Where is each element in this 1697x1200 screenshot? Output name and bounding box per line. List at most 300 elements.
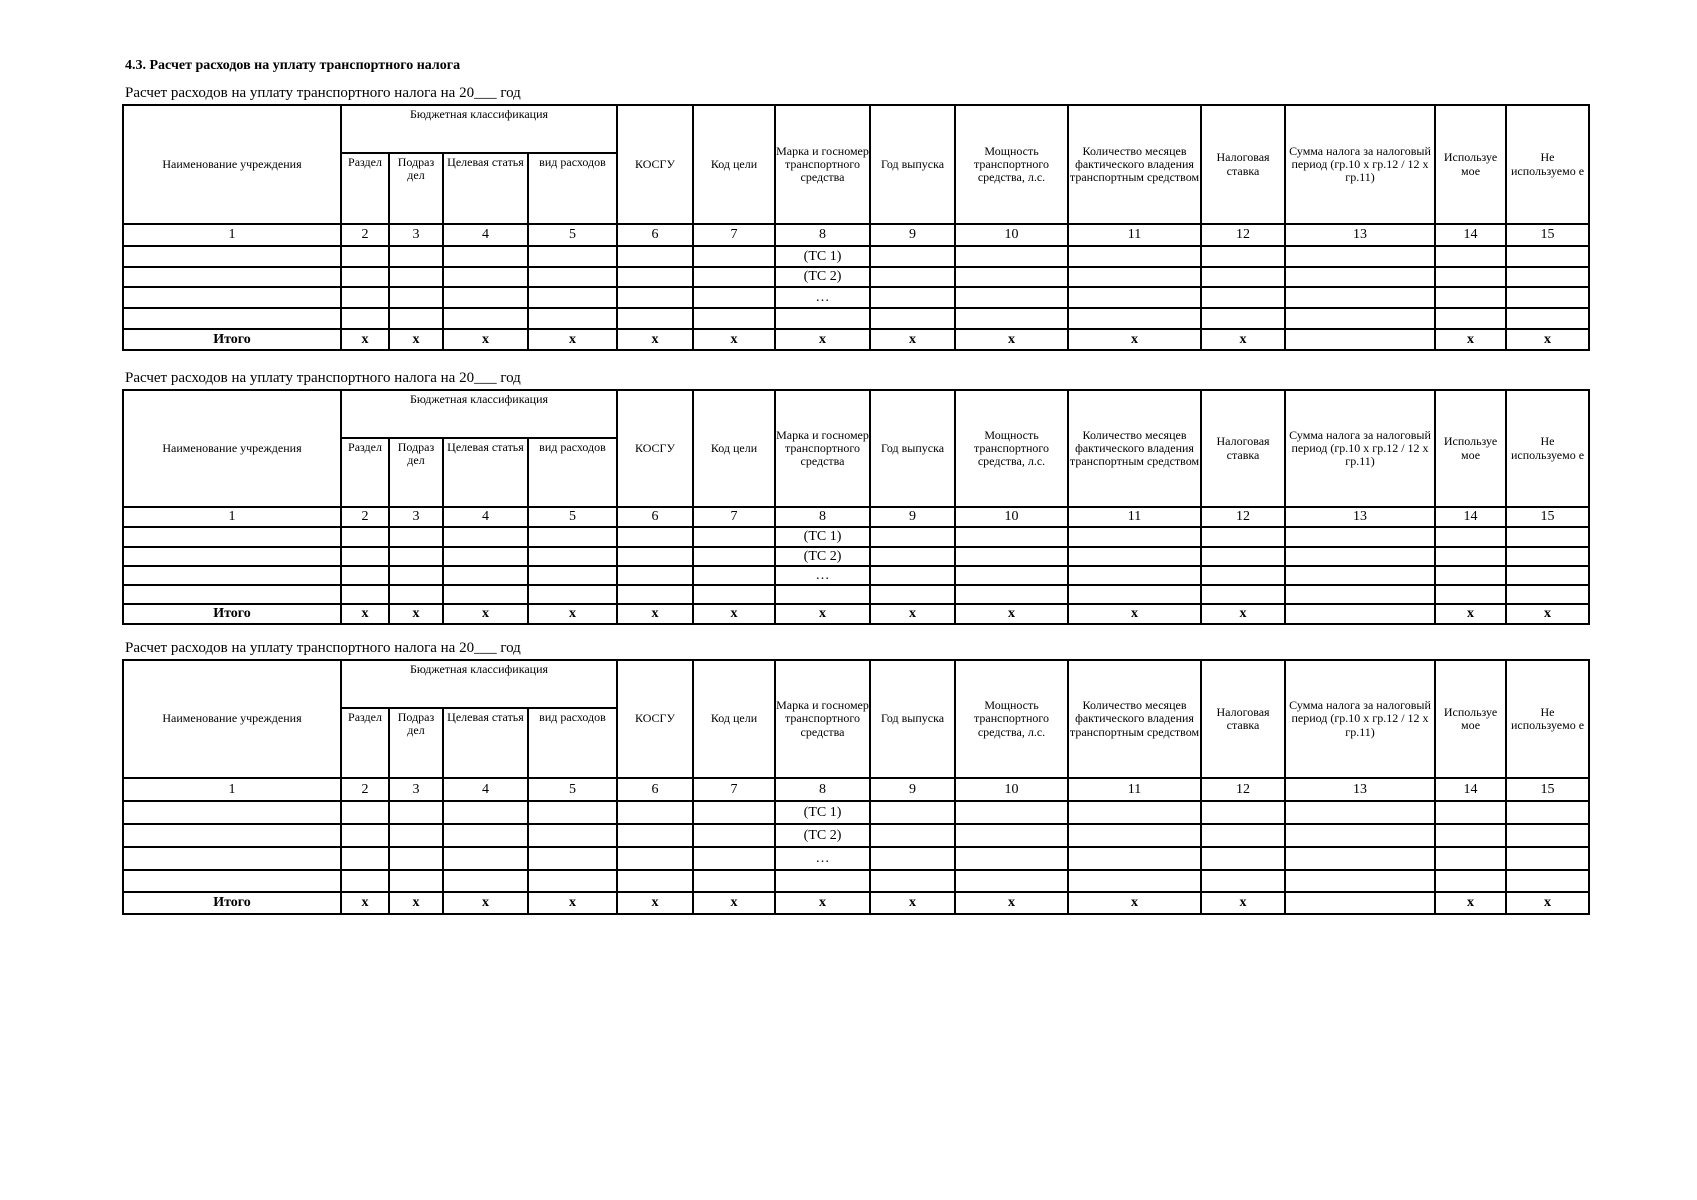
table-cell bbox=[955, 870, 1068, 892]
col-header-kosgu: КОСГУ bbox=[617, 390, 693, 507]
col-header-god: Год выпуска bbox=[870, 660, 955, 778]
col-header-ispolzuemoe: Используе мое bbox=[1435, 660, 1506, 778]
total-x-cell: х bbox=[693, 329, 775, 350]
table-cell bbox=[617, 566, 693, 585]
table-row bbox=[123, 870, 1589, 892]
column-number: 13 bbox=[1285, 224, 1435, 246]
table-cell bbox=[1285, 246, 1435, 267]
table-cell bbox=[123, 527, 341, 547]
header-row bbox=[123, 660, 1589, 708]
vehicle-cell bbox=[775, 308, 870, 329]
total-x-cell: х bbox=[1068, 892, 1201, 914]
column-number: 14 bbox=[1435, 224, 1506, 246]
table-cell bbox=[693, 801, 775, 824]
tax-calc-block bbox=[122, 637, 1588, 915]
table-cell bbox=[341, 267, 389, 287]
column-number: 15 bbox=[1506, 507, 1589, 527]
table-row bbox=[123, 824, 1589, 847]
col-header-mesyacy: Количество месяцев фактического владения транспортным средством bbox=[1068, 390, 1201, 507]
table-cell bbox=[1068, 246, 1201, 267]
total-x-cell: х bbox=[870, 604, 955, 624]
table-cell bbox=[443, 847, 528, 870]
column-number: 6 bbox=[617, 224, 693, 246]
table-cell bbox=[389, 547, 443, 566]
col-header-kod-celi: Код цели bbox=[693, 105, 775, 224]
table-cell bbox=[1285, 547, 1435, 566]
table-cell bbox=[1435, 308, 1506, 329]
table-cell bbox=[1068, 287, 1201, 308]
transport-tax-table bbox=[122, 389, 1590, 625]
table-cell bbox=[617, 801, 693, 824]
table-cell bbox=[528, 870, 617, 892]
column-number: 1 bbox=[123, 778, 341, 801]
table-cell bbox=[1201, 870, 1285, 892]
total-x-cell: х bbox=[1435, 892, 1506, 914]
total-x-cell: х bbox=[528, 329, 617, 350]
table-cell bbox=[389, 585, 443, 604]
table-cell bbox=[693, 566, 775, 585]
column-number: 12 bbox=[1201, 507, 1285, 527]
table-cell bbox=[528, 246, 617, 267]
column-number-row bbox=[123, 778, 1589, 801]
table-cell bbox=[1068, 527, 1201, 547]
total-x-cell: х bbox=[341, 892, 389, 914]
col-header-ne-ispolzuemoe: Не используемо е bbox=[1506, 390, 1589, 507]
table-cell bbox=[1435, 847, 1506, 870]
total-x-cell: х bbox=[870, 892, 955, 914]
table-cell bbox=[1068, 308, 1201, 329]
total-x-cell: х bbox=[693, 604, 775, 624]
table-cell bbox=[389, 847, 443, 870]
col-header-moshchnost: Мощность транспортного средства, л.с. bbox=[955, 390, 1068, 507]
table-cell bbox=[1201, 801, 1285, 824]
total-x-cell: х bbox=[341, 604, 389, 624]
table-cell bbox=[870, 870, 955, 892]
vehicle-cell: (ТС 2) bbox=[775, 824, 870, 847]
table-cell bbox=[443, 246, 528, 267]
col-header-summa: Сумма налога за налоговый период (гр.10 х гр.12 / 12 х гр.11) bbox=[1285, 660, 1435, 778]
table-cell bbox=[123, 246, 341, 267]
table-cell bbox=[389, 527, 443, 547]
table-cell bbox=[123, 287, 341, 308]
table-cell bbox=[1435, 824, 1506, 847]
column-number: 14 bbox=[1435, 507, 1506, 527]
table-cell bbox=[389, 246, 443, 267]
column-number: 2 bbox=[341, 778, 389, 801]
table-cell bbox=[1201, 566, 1285, 585]
col-header-summa: Сумма налога за налоговый период (гр.10 х гр.12 / 12 х гр.11) bbox=[1285, 105, 1435, 224]
total-x-cell: х bbox=[443, 329, 528, 350]
vehicle-cell: … bbox=[775, 566, 870, 585]
col-header-budget-classification: Бюджетная классификация bbox=[341, 660, 617, 708]
total-x-cell: х bbox=[955, 892, 1068, 914]
table-cell bbox=[443, 824, 528, 847]
column-number: 4 bbox=[443, 778, 528, 801]
total-x-cell: х bbox=[693, 892, 775, 914]
total-row bbox=[123, 892, 1589, 914]
table-cell bbox=[1285, 870, 1435, 892]
table-cell bbox=[617, 870, 693, 892]
total-x-cell: х bbox=[1201, 892, 1285, 914]
table-cell bbox=[617, 847, 693, 870]
table-cell bbox=[528, 585, 617, 604]
table-cell bbox=[870, 824, 955, 847]
table-cell bbox=[617, 267, 693, 287]
table-cell bbox=[1435, 267, 1506, 287]
table-cell bbox=[955, 847, 1068, 870]
table-cell bbox=[1285, 801, 1435, 824]
table-cell bbox=[870, 308, 955, 329]
table-cell bbox=[617, 527, 693, 547]
table-cell bbox=[617, 246, 693, 267]
column-number: 3 bbox=[389, 778, 443, 801]
column-number: 4 bbox=[443, 507, 528, 527]
col-header-stavka: Налоговая ставка bbox=[1201, 660, 1285, 778]
table-cell bbox=[870, 267, 955, 287]
table-cell bbox=[1068, 267, 1201, 287]
table-cell bbox=[693, 287, 775, 308]
table-cell bbox=[870, 801, 955, 824]
total-x-cell: х bbox=[1201, 329, 1285, 350]
table-cell bbox=[870, 547, 955, 566]
table-cell bbox=[617, 547, 693, 566]
column-number: 10 bbox=[955, 507, 1068, 527]
table-cell bbox=[123, 801, 341, 824]
table-cell bbox=[341, 246, 389, 267]
column-number: 12 bbox=[1201, 224, 1285, 246]
table-cell bbox=[389, 308, 443, 329]
total-x-cell: х bbox=[443, 892, 528, 914]
total-x-cell: х bbox=[617, 892, 693, 914]
column-number: 11 bbox=[1068, 507, 1201, 527]
table-cell bbox=[528, 801, 617, 824]
table-row bbox=[123, 801, 1589, 824]
vehicle-cell: (ТС 1) bbox=[775, 801, 870, 824]
vehicle-cell: (ТС 2) bbox=[775, 267, 870, 287]
table-cell bbox=[389, 566, 443, 585]
table-caption: Расчет расходов на уплату транспортного налога на 20___ год bbox=[125, 370, 521, 386]
col-header-mesyacy: Количество месяцев фактического владения транспортным средством bbox=[1068, 660, 1201, 778]
table-cell bbox=[1201, 824, 1285, 847]
tax-calc-block bbox=[122, 82, 1588, 351]
table-row bbox=[123, 308, 1589, 329]
table-cell bbox=[617, 585, 693, 604]
table-cell bbox=[955, 287, 1068, 308]
total-x-cell: х bbox=[775, 892, 870, 914]
col-header-ispolzuemoe: Используе мое bbox=[1435, 105, 1506, 224]
col-header-podrazdel: Подраз дел bbox=[389, 153, 443, 224]
total-x-cell: х bbox=[955, 604, 1068, 624]
column-number: 9 bbox=[870, 778, 955, 801]
table-cell bbox=[1201, 287, 1285, 308]
table-cell bbox=[1201, 527, 1285, 547]
table-cell bbox=[693, 246, 775, 267]
col-header-marka: Марка и госномер транспортного средства bbox=[775, 390, 870, 507]
column-number: 11 bbox=[1068, 224, 1201, 246]
col-header-celevaya: Целевая статья bbox=[443, 153, 528, 224]
table-row bbox=[123, 547, 1589, 566]
col-header-moshchnost: Мощность транспортного средства, л.с. bbox=[955, 105, 1068, 224]
col-header-vid-rashodov: вид расходов bbox=[528, 708, 617, 778]
table-cell bbox=[693, 870, 775, 892]
table-row bbox=[123, 527, 1589, 547]
total-sum-cell bbox=[1285, 892, 1435, 914]
table-cell bbox=[1068, 870, 1201, 892]
column-number: 5 bbox=[528, 507, 617, 527]
table-cell bbox=[123, 566, 341, 585]
table-cell bbox=[341, 824, 389, 847]
table-cell bbox=[123, 267, 341, 287]
table-cell bbox=[1068, 547, 1201, 566]
table-cell bbox=[955, 547, 1068, 566]
total-x-cell: х bbox=[870, 329, 955, 350]
column-number: 5 bbox=[528, 778, 617, 801]
table-cell bbox=[341, 527, 389, 547]
total-x-cell: х bbox=[1435, 329, 1506, 350]
column-number: 15 bbox=[1506, 224, 1589, 246]
table-cell bbox=[528, 267, 617, 287]
table-cell bbox=[1201, 308, 1285, 329]
vehicle-cell: (ТС 2) bbox=[775, 547, 870, 566]
table-cell bbox=[341, 547, 389, 566]
column-number: 1 bbox=[123, 224, 341, 246]
column-number: 6 bbox=[617, 507, 693, 527]
table-cell bbox=[1201, 847, 1285, 870]
col-header-ne-ispolzuemoe: Не используемо е bbox=[1506, 105, 1589, 224]
total-x-cell: х bbox=[1068, 329, 1201, 350]
col-header-god: Год выпуска bbox=[870, 390, 955, 507]
column-number: 8 bbox=[775, 507, 870, 527]
tax-calc-block bbox=[122, 367, 1588, 625]
table-cell bbox=[1068, 566, 1201, 585]
vehicle-cell bbox=[775, 585, 870, 604]
table-cell bbox=[693, 308, 775, 329]
total-x-cell: х bbox=[955, 329, 1068, 350]
column-number: 3 bbox=[389, 507, 443, 527]
table-cell bbox=[1506, 870, 1589, 892]
table-cell bbox=[1506, 547, 1589, 566]
table-cell bbox=[1506, 246, 1589, 267]
col-header-mesyacy: Количество месяцев фактического владения транспортным средством bbox=[1068, 105, 1201, 224]
column-number: 7 bbox=[693, 507, 775, 527]
table-cell bbox=[389, 870, 443, 892]
total-label: Итого bbox=[123, 329, 341, 350]
column-number: 2 bbox=[341, 507, 389, 527]
table-cell bbox=[1506, 287, 1589, 308]
table-cell bbox=[528, 308, 617, 329]
table-cell bbox=[341, 566, 389, 585]
col-header-kod-celi: Код цели bbox=[693, 660, 775, 778]
table-cell bbox=[1285, 267, 1435, 287]
col-header-ne-ispolzuemoe: Не используемо е bbox=[1506, 660, 1589, 778]
table-cell bbox=[1201, 585, 1285, 604]
col-header-ispolzuemoe: Используе мое bbox=[1435, 390, 1506, 507]
table-cell bbox=[443, 801, 528, 824]
table-cell bbox=[617, 287, 693, 308]
column-number: 15 bbox=[1506, 778, 1589, 801]
table-cell bbox=[870, 847, 955, 870]
total-x-cell: х bbox=[1506, 604, 1589, 624]
table-caption: Расчет расходов на уплату транспортного налога на 20___ год bbox=[125, 640, 521, 656]
table-cell bbox=[1201, 547, 1285, 566]
column-number: 3 bbox=[389, 224, 443, 246]
column-number: 6 bbox=[617, 778, 693, 801]
table-cell bbox=[1435, 870, 1506, 892]
col-header-celevaya: Целевая статья bbox=[443, 708, 528, 778]
col-header-stavka: Налоговая ставка bbox=[1201, 105, 1285, 224]
total-label: Итого bbox=[123, 892, 341, 914]
table-cell bbox=[870, 246, 955, 267]
table-cell bbox=[1435, 287, 1506, 308]
total-x-cell: х bbox=[775, 604, 870, 624]
table-cell bbox=[123, 847, 341, 870]
column-number: 2 bbox=[341, 224, 389, 246]
table-cell bbox=[1506, 847, 1589, 870]
table-row bbox=[123, 585, 1589, 604]
table-cell bbox=[617, 824, 693, 847]
table-cell bbox=[123, 547, 341, 566]
column-number: 9 bbox=[870, 224, 955, 246]
col-header-celevaya: Целевая статья bbox=[443, 438, 528, 507]
table-cell bbox=[123, 870, 341, 892]
col-header-kod-celi: Код цели bbox=[693, 390, 775, 507]
table-cell bbox=[1068, 585, 1201, 604]
table-cell bbox=[528, 287, 617, 308]
table-cell bbox=[528, 547, 617, 566]
column-number-row bbox=[123, 224, 1589, 246]
table-cell bbox=[693, 585, 775, 604]
col-header-marka: Марка и госномер транспортного средства bbox=[775, 660, 870, 778]
total-x-cell: х bbox=[1506, 329, 1589, 350]
table-cell bbox=[443, 547, 528, 566]
table-cell bbox=[955, 267, 1068, 287]
table-cell bbox=[1285, 566, 1435, 585]
table-cell bbox=[1435, 246, 1506, 267]
col-header-razdel: Раздел bbox=[341, 438, 389, 507]
table-cell bbox=[1068, 824, 1201, 847]
table-cell bbox=[341, 801, 389, 824]
table-cell bbox=[870, 585, 955, 604]
table-cell bbox=[1435, 566, 1506, 585]
table-cell bbox=[123, 308, 341, 329]
column-number: 13 bbox=[1285, 778, 1435, 801]
table-cell bbox=[443, 308, 528, 329]
col-header-vid-rashodov: вид расходов bbox=[528, 153, 617, 224]
table-cell bbox=[955, 566, 1068, 585]
vehicle-cell: … bbox=[775, 847, 870, 870]
total-x-cell: х bbox=[528, 892, 617, 914]
table-cell bbox=[1506, 566, 1589, 585]
table-cell bbox=[1285, 585, 1435, 604]
column-number: 10 bbox=[955, 778, 1068, 801]
col-header-name: Наименование учреждения bbox=[123, 390, 341, 507]
column-number-row bbox=[123, 507, 1589, 527]
table-cell bbox=[1506, 801, 1589, 824]
col-header-podrazdel: Подраз дел bbox=[389, 438, 443, 507]
total-x-cell: х bbox=[1201, 604, 1285, 624]
column-number: 8 bbox=[775, 224, 870, 246]
column-number: 7 bbox=[693, 778, 775, 801]
col-header-razdel: Раздел bbox=[341, 153, 389, 224]
table-cell bbox=[1506, 267, 1589, 287]
table-cell bbox=[1201, 267, 1285, 287]
table-cell bbox=[1506, 824, 1589, 847]
col-header-name: Наименование учреждения bbox=[123, 660, 341, 778]
col-header-god: Год выпуска bbox=[870, 105, 955, 224]
table-cell bbox=[870, 527, 955, 547]
table-cell bbox=[1506, 308, 1589, 329]
table-cell bbox=[443, 267, 528, 287]
col-header-razdel: Раздел bbox=[341, 708, 389, 778]
col-header-budget-classification: Бюджетная классификация bbox=[341, 105, 617, 153]
table-cell bbox=[1285, 287, 1435, 308]
col-header-vid-rashodov: вид расходов bbox=[528, 438, 617, 507]
table-cell bbox=[443, 870, 528, 892]
header-row bbox=[123, 390, 1589, 438]
total-row bbox=[123, 329, 1589, 350]
total-x-cell: х bbox=[1506, 892, 1589, 914]
column-number: 12 bbox=[1201, 778, 1285, 801]
table-row bbox=[123, 287, 1589, 308]
table-cell bbox=[693, 847, 775, 870]
table-cell bbox=[443, 527, 528, 547]
table-cell bbox=[870, 287, 955, 308]
table-cell bbox=[1285, 527, 1435, 547]
total-x-cell: х bbox=[528, 604, 617, 624]
table-cell bbox=[955, 527, 1068, 547]
table-cell bbox=[443, 566, 528, 585]
table-cell bbox=[617, 308, 693, 329]
column-number: 1 bbox=[123, 507, 341, 527]
total-label: Итого bbox=[123, 604, 341, 624]
total-x-cell: х bbox=[1068, 604, 1201, 624]
table-cell bbox=[693, 547, 775, 566]
table-cell bbox=[1435, 585, 1506, 604]
table-cell bbox=[341, 308, 389, 329]
column-number: 4 bbox=[443, 224, 528, 246]
col-header-budget-classification: Бюджетная классификация bbox=[341, 390, 617, 438]
table-cell bbox=[693, 267, 775, 287]
column-number: 11 bbox=[1068, 778, 1201, 801]
header-row bbox=[123, 105, 1589, 153]
table-cell bbox=[955, 824, 1068, 847]
table-cell bbox=[1435, 547, 1506, 566]
transport-tax-table bbox=[122, 104, 1590, 351]
table-cell bbox=[528, 847, 617, 870]
table-cell bbox=[123, 585, 341, 604]
table-cell bbox=[1285, 824, 1435, 847]
total-x-cell: х bbox=[617, 604, 693, 624]
column-number: 8 bbox=[775, 778, 870, 801]
col-header-podrazdel: Подраз дел bbox=[389, 708, 443, 778]
table-cell bbox=[955, 308, 1068, 329]
column-number: 9 bbox=[870, 507, 955, 527]
table-caption: Расчет расходов на уплату транспортного налога на 20___ год bbox=[125, 85, 521, 101]
table-cell bbox=[693, 824, 775, 847]
table-cell bbox=[389, 824, 443, 847]
table-cell bbox=[693, 527, 775, 547]
table-row bbox=[123, 847, 1589, 870]
table-cell bbox=[1435, 527, 1506, 547]
table-cell bbox=[1068, 801, 1201, 824]
table-cell bbox=[341, 847, 389, 870]
table-cell bbox=[1285, 308, 1435, 329]
column-number: 7 bbox=[693, 224, 775, 246]
table-cell bbox=[870, 566, 955, 585]
table-cell bbox=[1285, 847, 1435, 870]
table-row bbox=[123, 267, 1589, 287]
table-row bbox=[123, 246, 1589, 267]
